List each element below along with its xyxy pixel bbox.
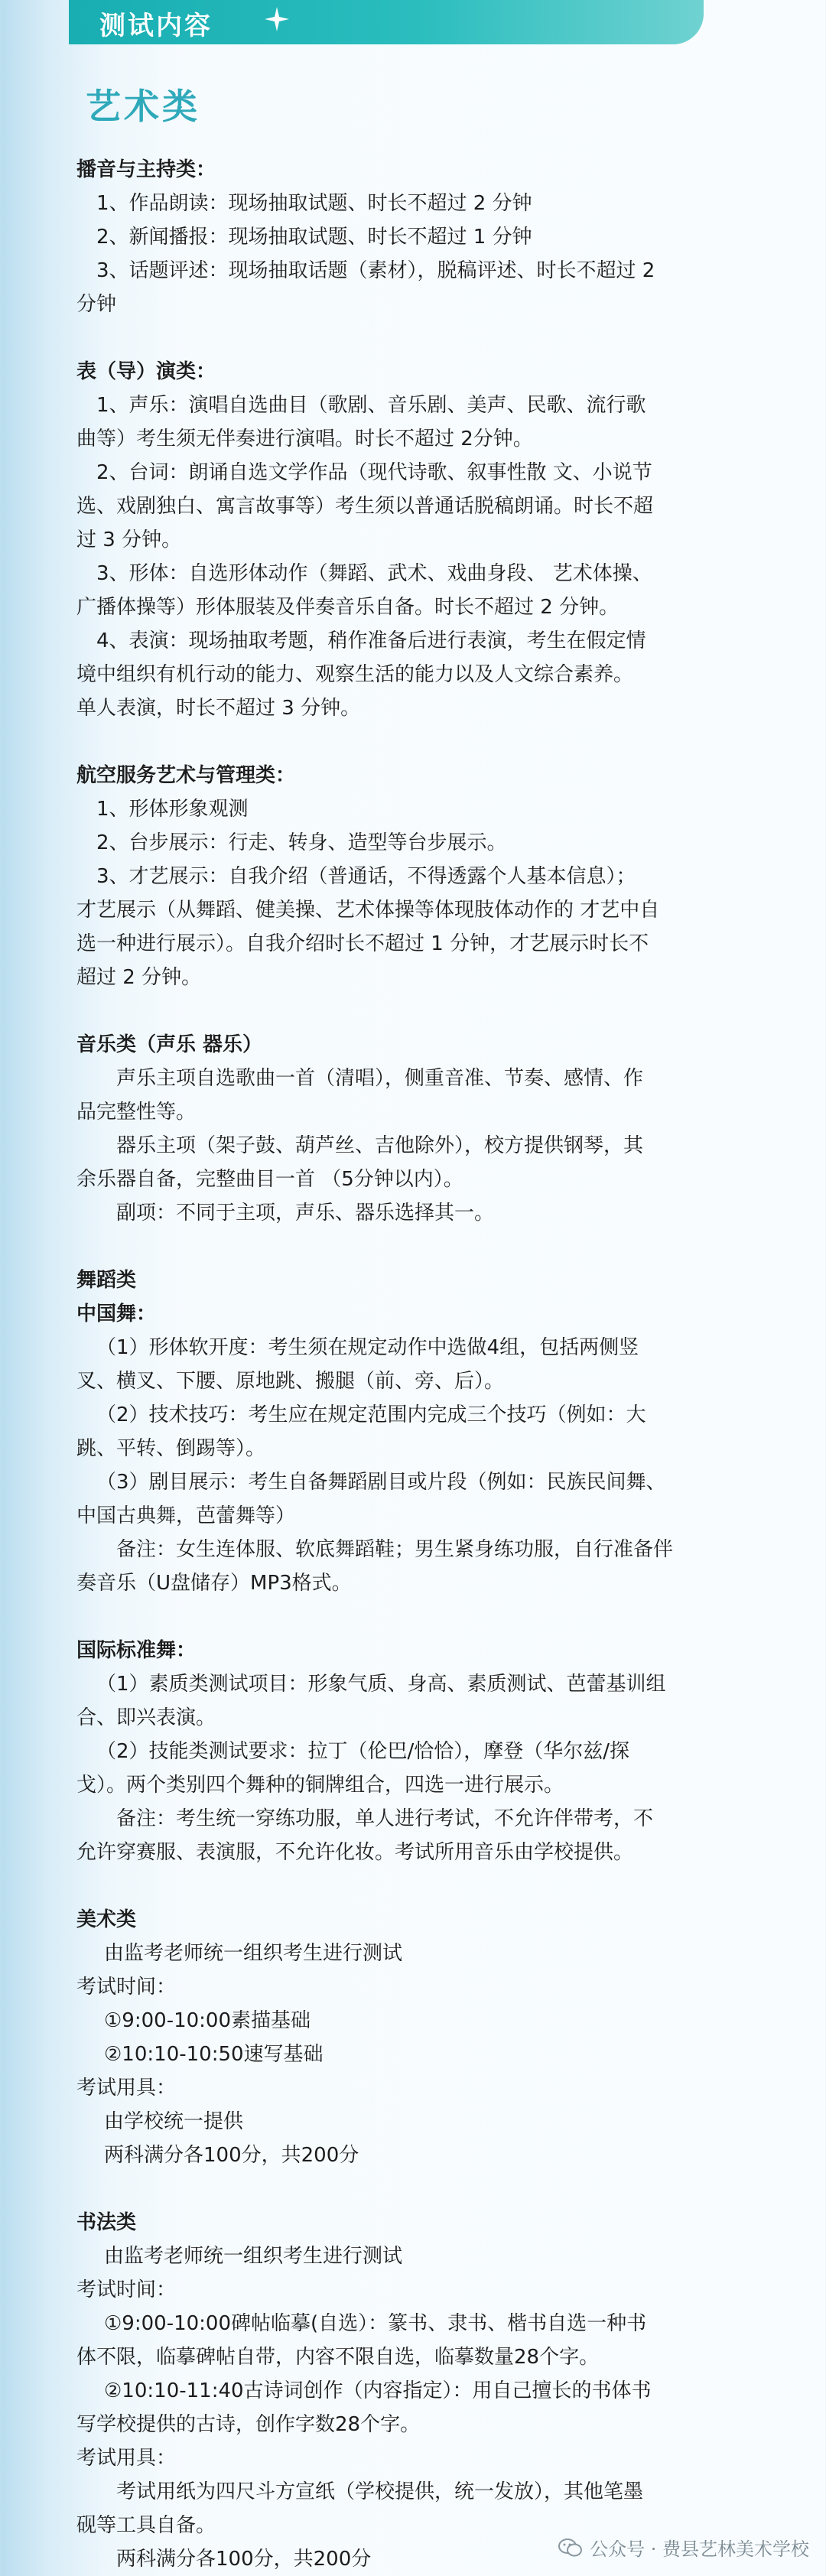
section-title-music: 音乐类（声乐 器乐） xyxy=(76,1033,263,1056)
text-line: 由监考老师统一组织考生进行测试 xyxy=(104,2245,403,2268)
text-line: 中国古典舞，芭蕾舞等） xyxy=(76,1504,296,1527)
text-line: ①9:00-10:00碑帖临摹(自选）：篆书、隶书、楷书自选一种书 xyxy=(104,2312,647,2335)
text-line: 考试用具： xyxy=(76,2077,177,2100)
subsection-title-chinese-dance: 中国舞： xyxy=(76,1303,157,1325)
header-title: 测试内容 xyxy=(99,11,213,41)
text-line: 广播体操等）形体服装及伴奏音乐自备。时长不超过 2 分钟。 xyxy=(76,596,620,619)
text-line: 戈）。两个类别四个舞种的铜牌组合，四选一进行展示。 xyxy=(76,1774,564,1797)
content-body xyxy=(76,153,766,2576)
text-line: 叉、横叉、下腰、原地跳、搬腿（前、旁、后）。 xyxy=(76,1370,505,1393)
text-line: （1）素质类测试项目：形象气质、身高、素质测试、芭蕾基训组 xyxy=(96,1673,666,1696)
text-line: 声乐主项自选歌曲一首（清唱），侧重音准、节奏、感情、作 xyxy=(116,1067,644,1090)
wechat-icon xyxy=(558,2537,584,2558)
section-title-dance: 舞蹈类 xyxy=(76,1269,137,1292)
text-line: ②10:10-11:40古诗词创作（内容指定）：用自己擅长的书体书 xyxy=(104,2379,652,2402)
text-line: 奏音乐（U盘储存）MP3格式。 xyxy=(76,1572,352,1595)
text-line: （2）技术技巧：考生应在规定范围内完成三个技巧（例如：大 xyxy=(96,1403,646,1426)
sparkle-icon xyxy=(262,4,292,34)
text-line: 3、才艺展示：自我介绍（普通话，不得透露个人基本信息）； xyxy=(96,865,636,888)
text-line: 2、台词：朗诵自选文学作品（现代诗歌、叙事性散 文、小说节 xyxy=(96,461,652,484)
text-line: 写学校提供的古诗，创作字数28个字。 xyxy=(76,2413,421,2436)
text-line: 余乐器自备，完整曲目一首 （5分钟以内）。 xyxy=(76,1168,463,1191)
section-title-performance: 表（导）演类： xyxy=(76,360,216,383)
text-line: 1、作品朗读：现场抽取试题、时长不超过 2 分钟 xyxy=(96,192,532,215)
text-line: 选、戏剧独白、寓言故事等）考生须以普通话脱稿朗诵。时长不超 xyxy=(76,495,654,518)
section-title-aviation: 航空服务艺术与管理类： xyxy=(76,764,296,787)
text-line: 选一种进行展示）。自我介绍时长不超过 1 分钟，才艺展示时长不 xyxy=(76,932,649,955)
text-line: 备注：女生连体服、软底舞蹈鞋；男生紧身练功服，自行准备伴 xyxy=(116,1538,674,1561)
text-line: 3、形体：自选形体动作（舞蹈、武术、戏曲身段、 艺术体操、 xyxy=(96,562,652,585)
text-line: 1、形体形象观测 xyxy=(96,798,249,821)
section-title-broadcasting: 播音与主持类： xyxy=(76,158,216,181)
text-line: ①9:00-10:00素描基础 xyxy=(104,2009,311,2032)
text-line: 1、声乐：演唱自选曲目（歌剧、音乐剧、美声、民歌、流行歌 xyxy=(96,394,646,417)
text-line: ②10:10-10:50速写基础 xyxy=(104,2043,324,2066)
watermark-text: 公众号 · 费县艺林美术学校 xyxy=(590,2539,809,2560)
section-title-fine-arts: 美术类 xyxy=(76,1908,137,1931)
text-line: 由监考老师统一组织考生进行测试 xyxy=(104,1942,403,1965)
text-line: 曲等）考生须无伴奏进行演唱。时长不超过 2分钟。 xyxy=(76,428,533,450)
text-line: 4、表演：现场抽取考题，稍作准备后进行表演，考生在假定情 xyxy=(96,629,646,652)
text-line: （3）剧目展示：考生自备舞蹈剧目或片段（例如：民族民间舞、 xyxy=(96,1471,666,1494)
section-title-calligraphy: 书法类 xyxy=(76,2211,137,2234)
text-line: 副项：不同于主项，声乐、器乐选择其一。 xyxy=(116,1202,495,1225)
text-line: 考试用具： xyxy=(76,2447,177,2470)
text-line: 超过 2 分钟。 xyxy=(76,966,202,989)
text-line: 备注：考生统一穿练功服，单人进行考试，不允许伴带考，不 xyxy=(116,1807,654,1830)
text-line: 2、新闻播报：现场抽取试题、时长不超过 1 分钟 xyxy=(96,226,532,249)
text-line: 跳、平转、倒踢等）。 xyxy=(76,1437,266,1460)
text-line: 由学校统一提供 xyxy=(104,2110,244,2133)
text-line: 2、台步展示：行走、转身、造型等台步展示。 xyxy=(96,831,507,854)
text-line: 砚等工具自备。 xyxy=(76,2514,216,2537)
text-line: 合、即兴表演。 xyxy=(76,1706,216,1729)
text-line: 考试时间： xyxy=(76,1976,177,1999)
text-line: 品完整性等。 xyxy=(76,1101,197,1124)
text-line: 考试用纸为四尺斗方宣纸（学校提供，统一发放），其他笔墨 xyxy=(116,2480,644,2503)
category-title: 艺术类 xyxy=(86,86,200,127)
text-line: （1）形体软开度：考生须在规定动作中选做4组，包括两侧竖 xyxy=(96,1336,639,1359)
text-line: 3、话题评述：现场抽取话题（素材），脱稿评述、时长不超过 2 xyxy=(96,259,655,282)
watermark xyxy=(558,2534,809,2561)
text-line: 考试时间： xyxy=(76,2278,177,2301)
text-line: 单人表演，时长不超过 3 分钟。 xyxy=(76,697,361,720)
text-line: 器乐主项（架子鼓、葫芦丝、吉他除外），校方提供钢琴，其 xyxy=(116,1134,644,1157)
text-line: 境中组织有机行动的能力、观察生活的能力以及人文综合素养。 xyxy=(76,663,634,686)
text-line: （2）技能类测试要求：拉丁（伦巴/恰恰），摩登（华尔兹/探 xyxy=(96,1740,630,1763)
text-line: 过 3 分钟。 xyxy=(76,529,182,551)
text-line: 允许穿赛服、表演服，不允许化妆。考试所用音乐由学校提供。 xyxy=(76,1841,634,1864)
text-line: 两科满分各100分，共200分 xyxy=(116,2548,372,2571)
subsection-title-ballroom-dance: 国际标准舞： xyxy=(76,1639,197,1662)
header-banner xyxy=(69,0,704,44)
text-line: 才艺展示（从舞蹈、健美操、艺术体操等体现肢体动作的 才艺中自 xyxy=(76,899,660,922)
text-line: 体不限，临摹碑帖自带，内容不限自选，临摹数量28个字。 xyxy=(76,2346,600,2369)
text-line: 分钟 xyxy=(76,293,117,316)
text-line: 两科满分各100分，共200分 xyxy=(104,2144,359,2167)
